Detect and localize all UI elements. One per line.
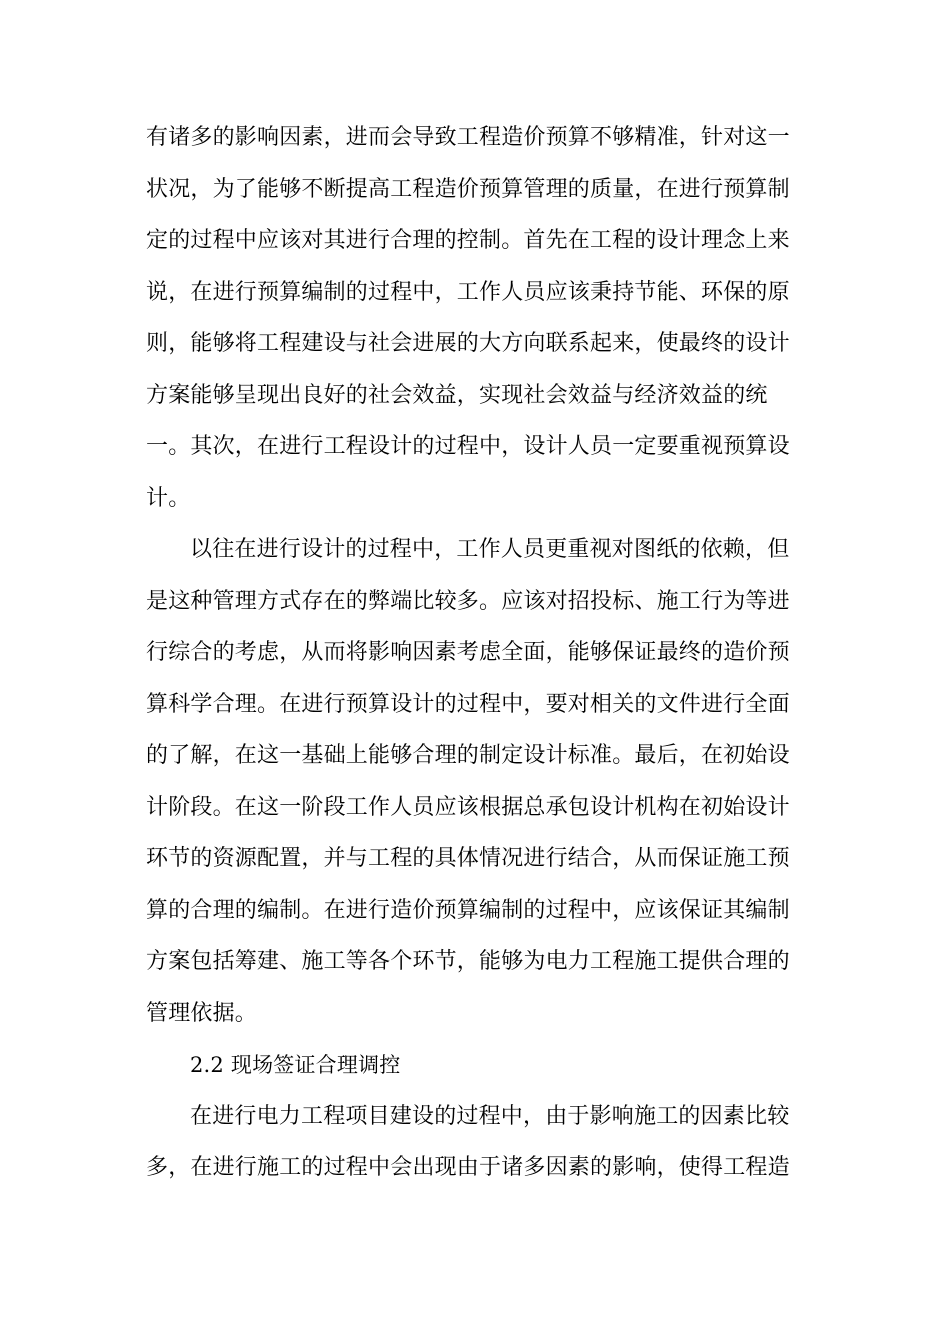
paragraph-line: 算的合理的编制。在进行造价预算编制的过程中，应该保证其编制 xyxy=(146,898,790,923)
paragraph-line: 是这种管理方式存在的弊端比较多。应该对招投标、施工行为等进 xyxy=(146,589,790,614)
paragraph-line: 方案能够呈现出良好的社会效益，实现社会效益与经济效益的统 xyxy=(146,383,768,408)
section-heading: 2.2 现场签证合理调控 xyxy=(190,1053,401,1077)
paragraph-line: 状况，为了能够不断提高工程造价预算管理的质量，在进行预算制 xyxy=(146,177,790,202)
paragraph-line: 定的过程中应该对其进行合理的控制。首先在工程的设计理念上来 xyxy=(146,228,790,253)
paragraph-line: 在进行电力工程项目建设的过程中，由于影响施工的因素比较 xyxy=(190,1104,790,1129)
paragraph-line: 以往在进行设计的过程中，工作人员更重视对图纸的依赖，但 xyxy=(190,537,790,562)
paragraph-line: 计。 xyxy=(146,486,191,511)
paragraph-line: 计阶段。在这一阶段工作人员应该根据总承包设计机构在初始设计 xyxy=(146,795,790,820)
paragraph-line: 有诸多的影响因素，进而会导致工程造价预算不够精准，针对这一 xyxy=(146,125,790,150)
paragraph-line: 算科学合理。在进行预算设计的过程中，要对相关的文件进行全面 xyxy=(146,692,790,717)
paragraph-line: 行综合的考虑，从而将影响因素考虑全面，能够保证最终的造价预 xyxy=(146,640,790,665)
paragraph-line: 管理依据。 xyxy=(146,1001,258,1026)
paragraph-line: 方案包括筹建、施工等各个环节，能够为电力工程施工提供合理的 xyxy=(146,949,790,974)
paragraph-line: 说，在进行预算编制的过程中，工作人员应该秉持节能、环保的原 xyxy=(146,280,790,305)
paragraph-line: 多，在进行施工的过程中会出现由于诸多因素的影响，使得工程造 xyxy=(146,1155,790,1180)
paragraph-line: 则，能够将工程建设与社会进展的大方向联系起来，使最终的设计 xyxy=(146,331,790,356)
paragraph-line: 的了解，在这一基础上能够合理的制定设计标准。最后，在初始设 xyxy=(146,743,790,768)
paragraph-line: 环节的资源配置，并与工程的具体情况进行结合，从而保证施工预 xyxy=(146,846,790,871)
paragraph-line: 一。其次，在进行工程设计的过程中，设计人员一定要重视预算设 xyxy=(146,434,790,459)
